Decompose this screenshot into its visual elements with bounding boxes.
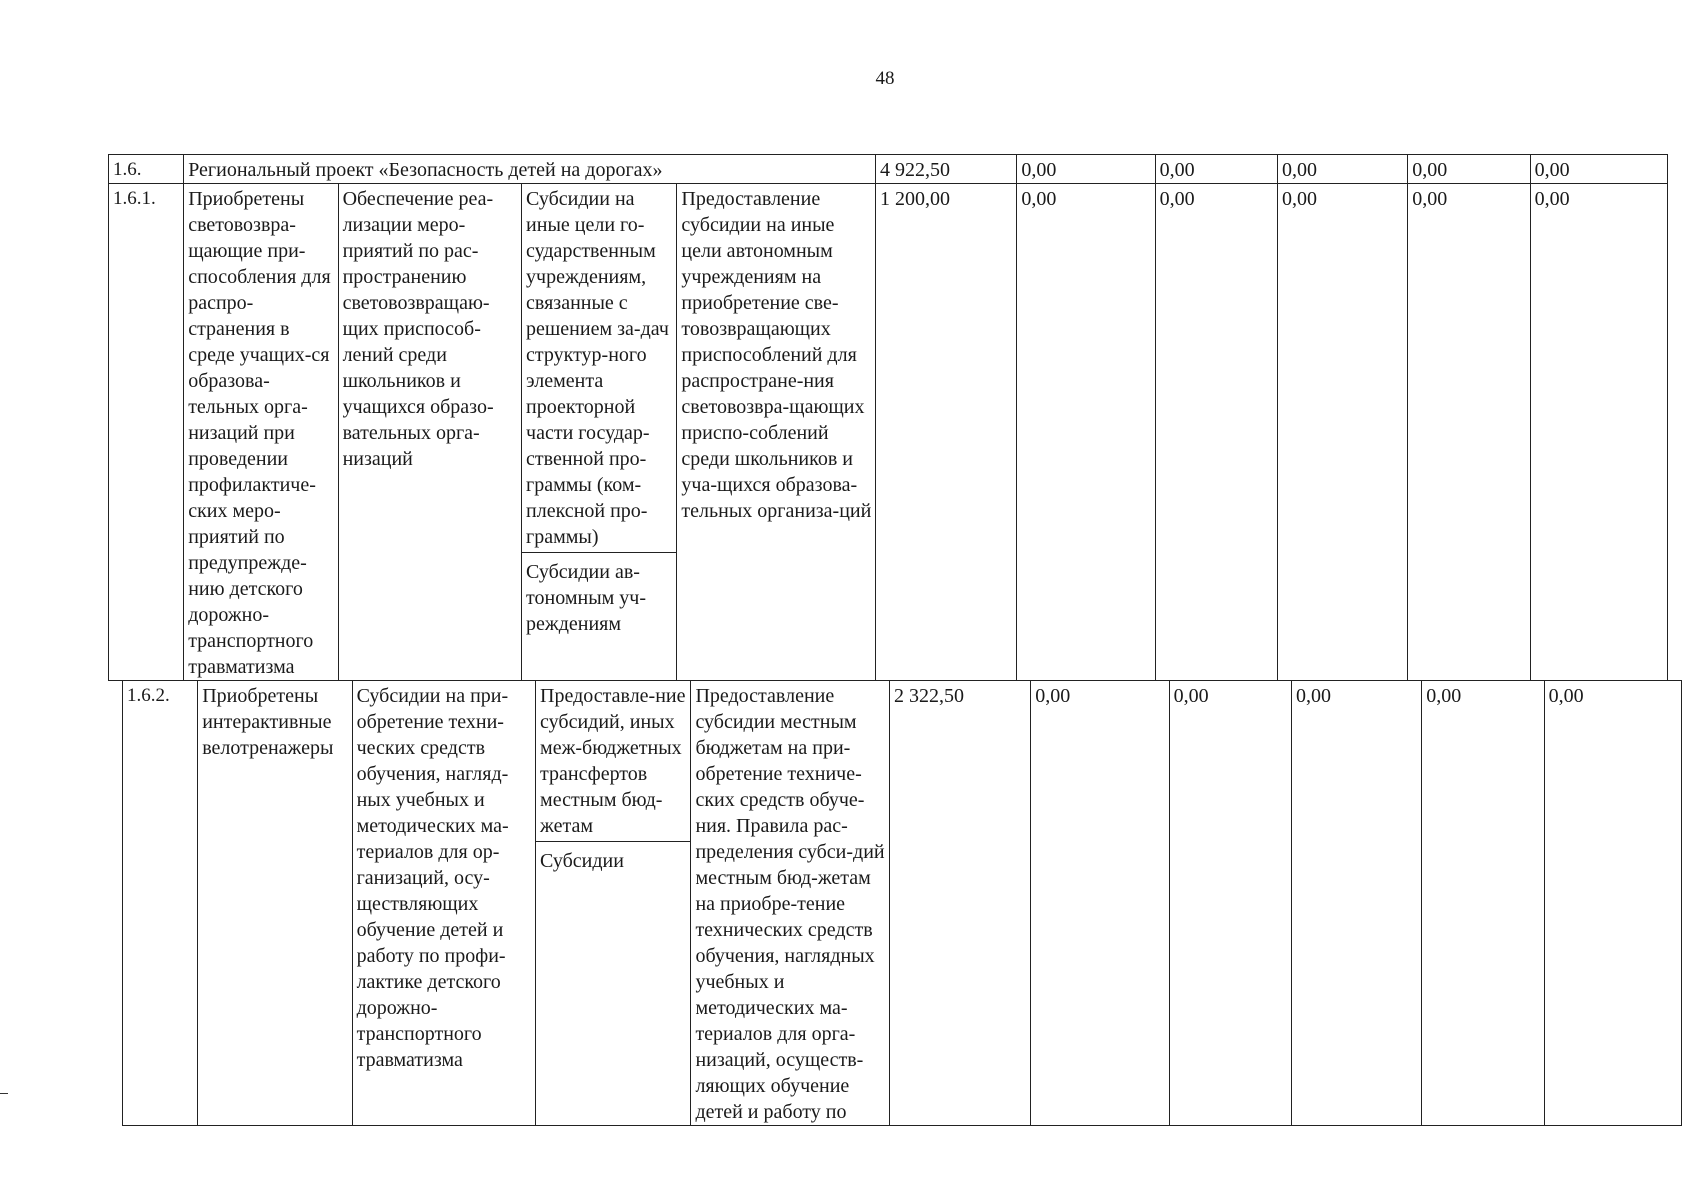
table-row (109, 155, 1668, 184)
budget-table-bottom (122, 680, 1682, 1126)
table-row (123, 681, 1682, 1126)
value-cell: 0,00 (1155, 155, 1277, 184)
value-cell: 0,00 (1031, 681, 1169, 1126)
row-number: 1.6.1. (109, 184, 184, 681)
budget-table-top (108, 154, 1668, 681)
expense-type-secondary: Субсидии ав-тономным уч-реждениям (526, 561, 647, 635)
value-cell: 0,00 (1544, 681, 1681, 1126)
value-cell: 0,00 (1277, 184, 1407, 681)
value-cell: 2 322,50 (889, 681, 1030, 1126)
measure-cell: Обеспечение реа-лизации меро-приятий по рас-пространению световозвращаю-щих приспособ-лений среди школьников и учащихся образо-вательных орга-низаций (338, 184, 521, 681)
value-cell: 0,00 (1530, 184, 1667, 681)
expense-type-cell (536, 681, 691, 1126)
description-cell: Предоставление субсидии на иные цели автономным учреждениям на приобретение све-товозвращающих приспособлений для распростране-ния световозвра-щающих приспо-соблений среди школьников и уча-щихся образова-тельных организа-ций (677, 184, 876, 681)
result-cell: Приобретены световозвра-щающие при-способления для распро-странения в среде учащих-ся образова-тельных орга-низаций при проведении профилактиче-ских меро-приятий по предупрежде-нию детского дорожно-транспортного травматизма (184, 184, 338, 681)
row-number: 1.6. (109, 155, 184, 184)
expense-type-cell (522, 184, 677, 681)
result-cell: Приобретены интерактивные велотренажеры (198, 681, 352, 1126)
value-cell: 0,00 (1422, 681, 1544, 1126)
project-title: Региональный проект «Безопасность детей на дорогах» (184, 155, 876, 184)
description-cell: Предоставление субсидии местным бюджетам на при-обретение техниче-ских средств обуче-ния. Правила рас-пределения субси-дий местным бюд-жетам на приобре-тение технических средств обучения, наглядных учебных и методических ма-териалов для орга-низаций, осуществ-ляющих обучение детей и работу по (691, 681, 890, 1126)
value-cell: 0,00 (1017, 155, 1155, 184)
measure-cell: Субсидии на при-обретение техни-ческих средств обучения, нагляд-ных учебных и методических ма-териалов для ор-ганизаций, осу-ществляющих обучение детей и работу по профи-лактике детского дорожно-транспортного травматизма (352, 681, 535, 1126)
expense-type-primary: Субсидии на иные цели го-сударственным учреждениям, связанные с решением за-дач структур-ного элемента проекторной части государ-ственной про-граммы (ком-плексной про-граммы) (522, 186, 676, 553)
value-cell: 1 200,00 (875, 184, 1016, 681)
value-cell: 0,00 (1155, 184, 1277, 681)
margin-mark (0, 1093, 8, 1094)
page-number: 48 (875, 68, 895, 89)
value-cell: 0,00 (1291, 681, 1421, 1126)
row-number: 1.6.2. (123, 681, 198, 1126)
expense-type-secondary: Субсидии (540, 850, 624, 872)
value-cell: 0,00 (1530, 155, 1667, 184)
value-cell: 0,00 (1017, 184, 1155, 681)
table-row (109, 184, 1668, 681)
value-cell: 0,00 (1408, 184, 1530, 681)
value-cell: 0,00 (1277, 155, 1407, 184)
value-cell: 0,00 (1169, 681, 1291, 1126)
expense-type-primary: Предоставле-ние субсидий, иных меж-бюджетных трансфертов местным бюд-жетам (536, 683, 690, 842)
value-cell: 0,00 (1408, 155, 1530, 184)
value-cell: 4 922,50 (875, 155, 1016, 184)
